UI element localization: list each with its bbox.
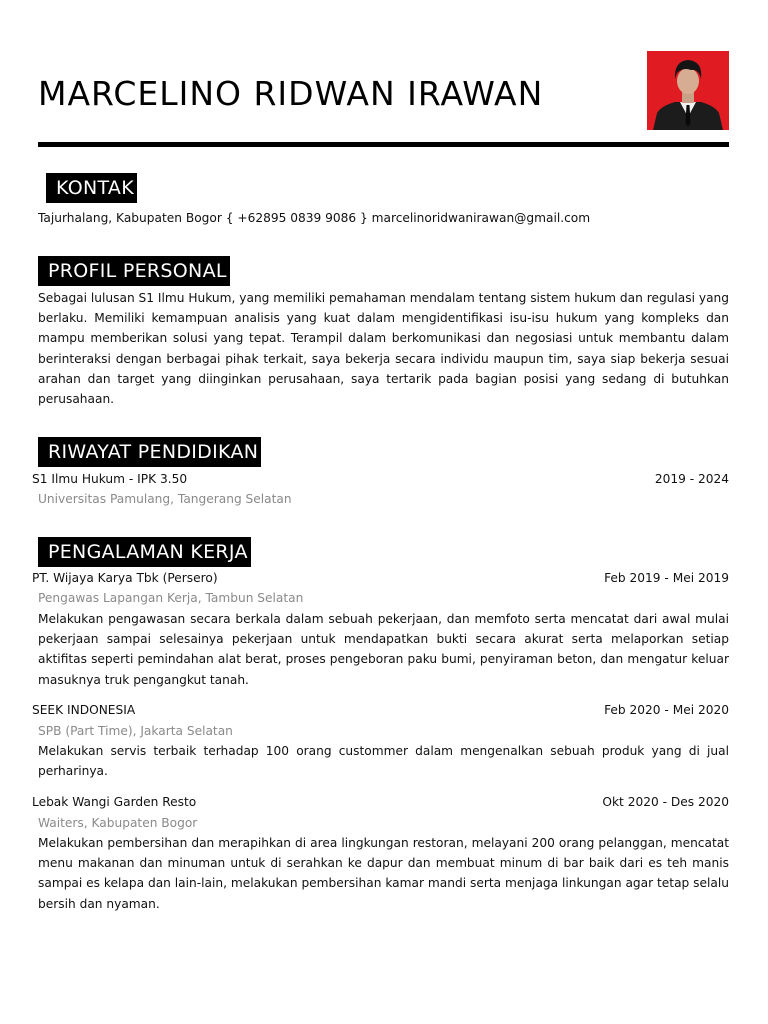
section-title-contact: KONTAK [46, 173, 137, 203]
job-description: Melakukan servis terbaik terhadap 100 orang custommer dalam mengenalkan sebuah produk yang di jual perharinya. [38, 744, 729, 779]
education-years: 2019 - 2024 [654, 472, 729, 486]
job-company: Lebak Wangi Garden Resto [32, 795, 197, 809]
job-description: Melakukan pengawasan secara berkala dalam sebuah pekerjaan, dan memfoto serta mencatat dari awal mulai pekerjaan sampai selesainya pekerjaan untuk mendapatkan bukti secara akurat serta melaporkan setiap aktifitas seperti pemindahan alat berat, proses pengeboran paku bumi, penyiraman beton, dan mengatur keluar masuknya truk pengangkut tanah. [38, 612, 729, 687]
job-company: PT. Wijaya Karya Tbk (Persero) [32, 571, 218, 585]
job-description: Melakukan pembersihan dan merapihkan di area lingkungan restoran, melayani 200 orang pelanggan, mencatat menu makanan dan minuman untuk di serahkan ke dapur dan membuat minum di bar baik dari es teh manis sampai es kelapa dan lain-lain, melakukan pembersihan kamar mandi serta menjaga linkungan agar tetap selalu bersih dan nyaman. [38, 836, 729, 911]
header-divider [38, 142, 729, 147]
section-title-profile: PROFIL PERSONAL [38, 256, 230, 286]
education-school: Universitas Pamulang, Tangerang Selatan [38, 492, 292, 506]
job-company: SEEK INDONESIA [32, 703, 136, 717]
job-period: Feb 2019 - Mei 2019 [604, 571, 729, 585]
contact-details: Tajurhalang, Kabupaten Bogor { +62895 0839 9086 } marcelinoridwanirawan@gmail.com [38, 211, 591, 225]
section-title-education: RIWAYAT PENDIDIKAN [38, 437, 261, 467]
person-photo-icon [647, 51, 729, 130]
job-role: Pengawas Lapangan Kerja, Tambun Selatan [38, 591, 304, 605]
profile-summary: Sebagai lulusan S1 Ilmu Hukum, yang memiliki pemahaman mendalam tentang sistem hukum dan regulasi yang berlaku. Memiliki kemampuan analisis yang kuat dalam mengidentifikasi isu-isu hukum yang kompleks dan mampu memberikan solusi yang tepat. Terampil dalam berkomunikasi dan negosiasi untuk membantu dalam berinteraksi dengan berbagai pihak terkait, saya bekerja secara individu maupun tim, saya siap bekerja sesuai arahan dan target yang diinginkan perusahaan, saya tertarik pada bagian posisi yang sedang di butuhkan perusahaan. [38, 291, 730, 407]
job-role: SPB (Part Time), Jakarta Selatan [38, 724, 233, 738]
job-period: Okt 2020 - Des 2020 [602, 795, 729, 809]
job-role: Waiters, Kabupaten Bogor [38, 816, 198, 830]
section-title-experience: PENGALAMAN KERJA [38, 537, 251, 567]
resume-name: MARCELINO RIDWAN IRAWAN [38, 74, 544, 113]
education-degree: S1 Ilmu Hukum - IPK 3.50 [32, 472, 188, 486]
job-period: Feb 2020 - Mei 2020 [604, 703, 729, 717]
profile-photo [647, 51, 729, 130]
